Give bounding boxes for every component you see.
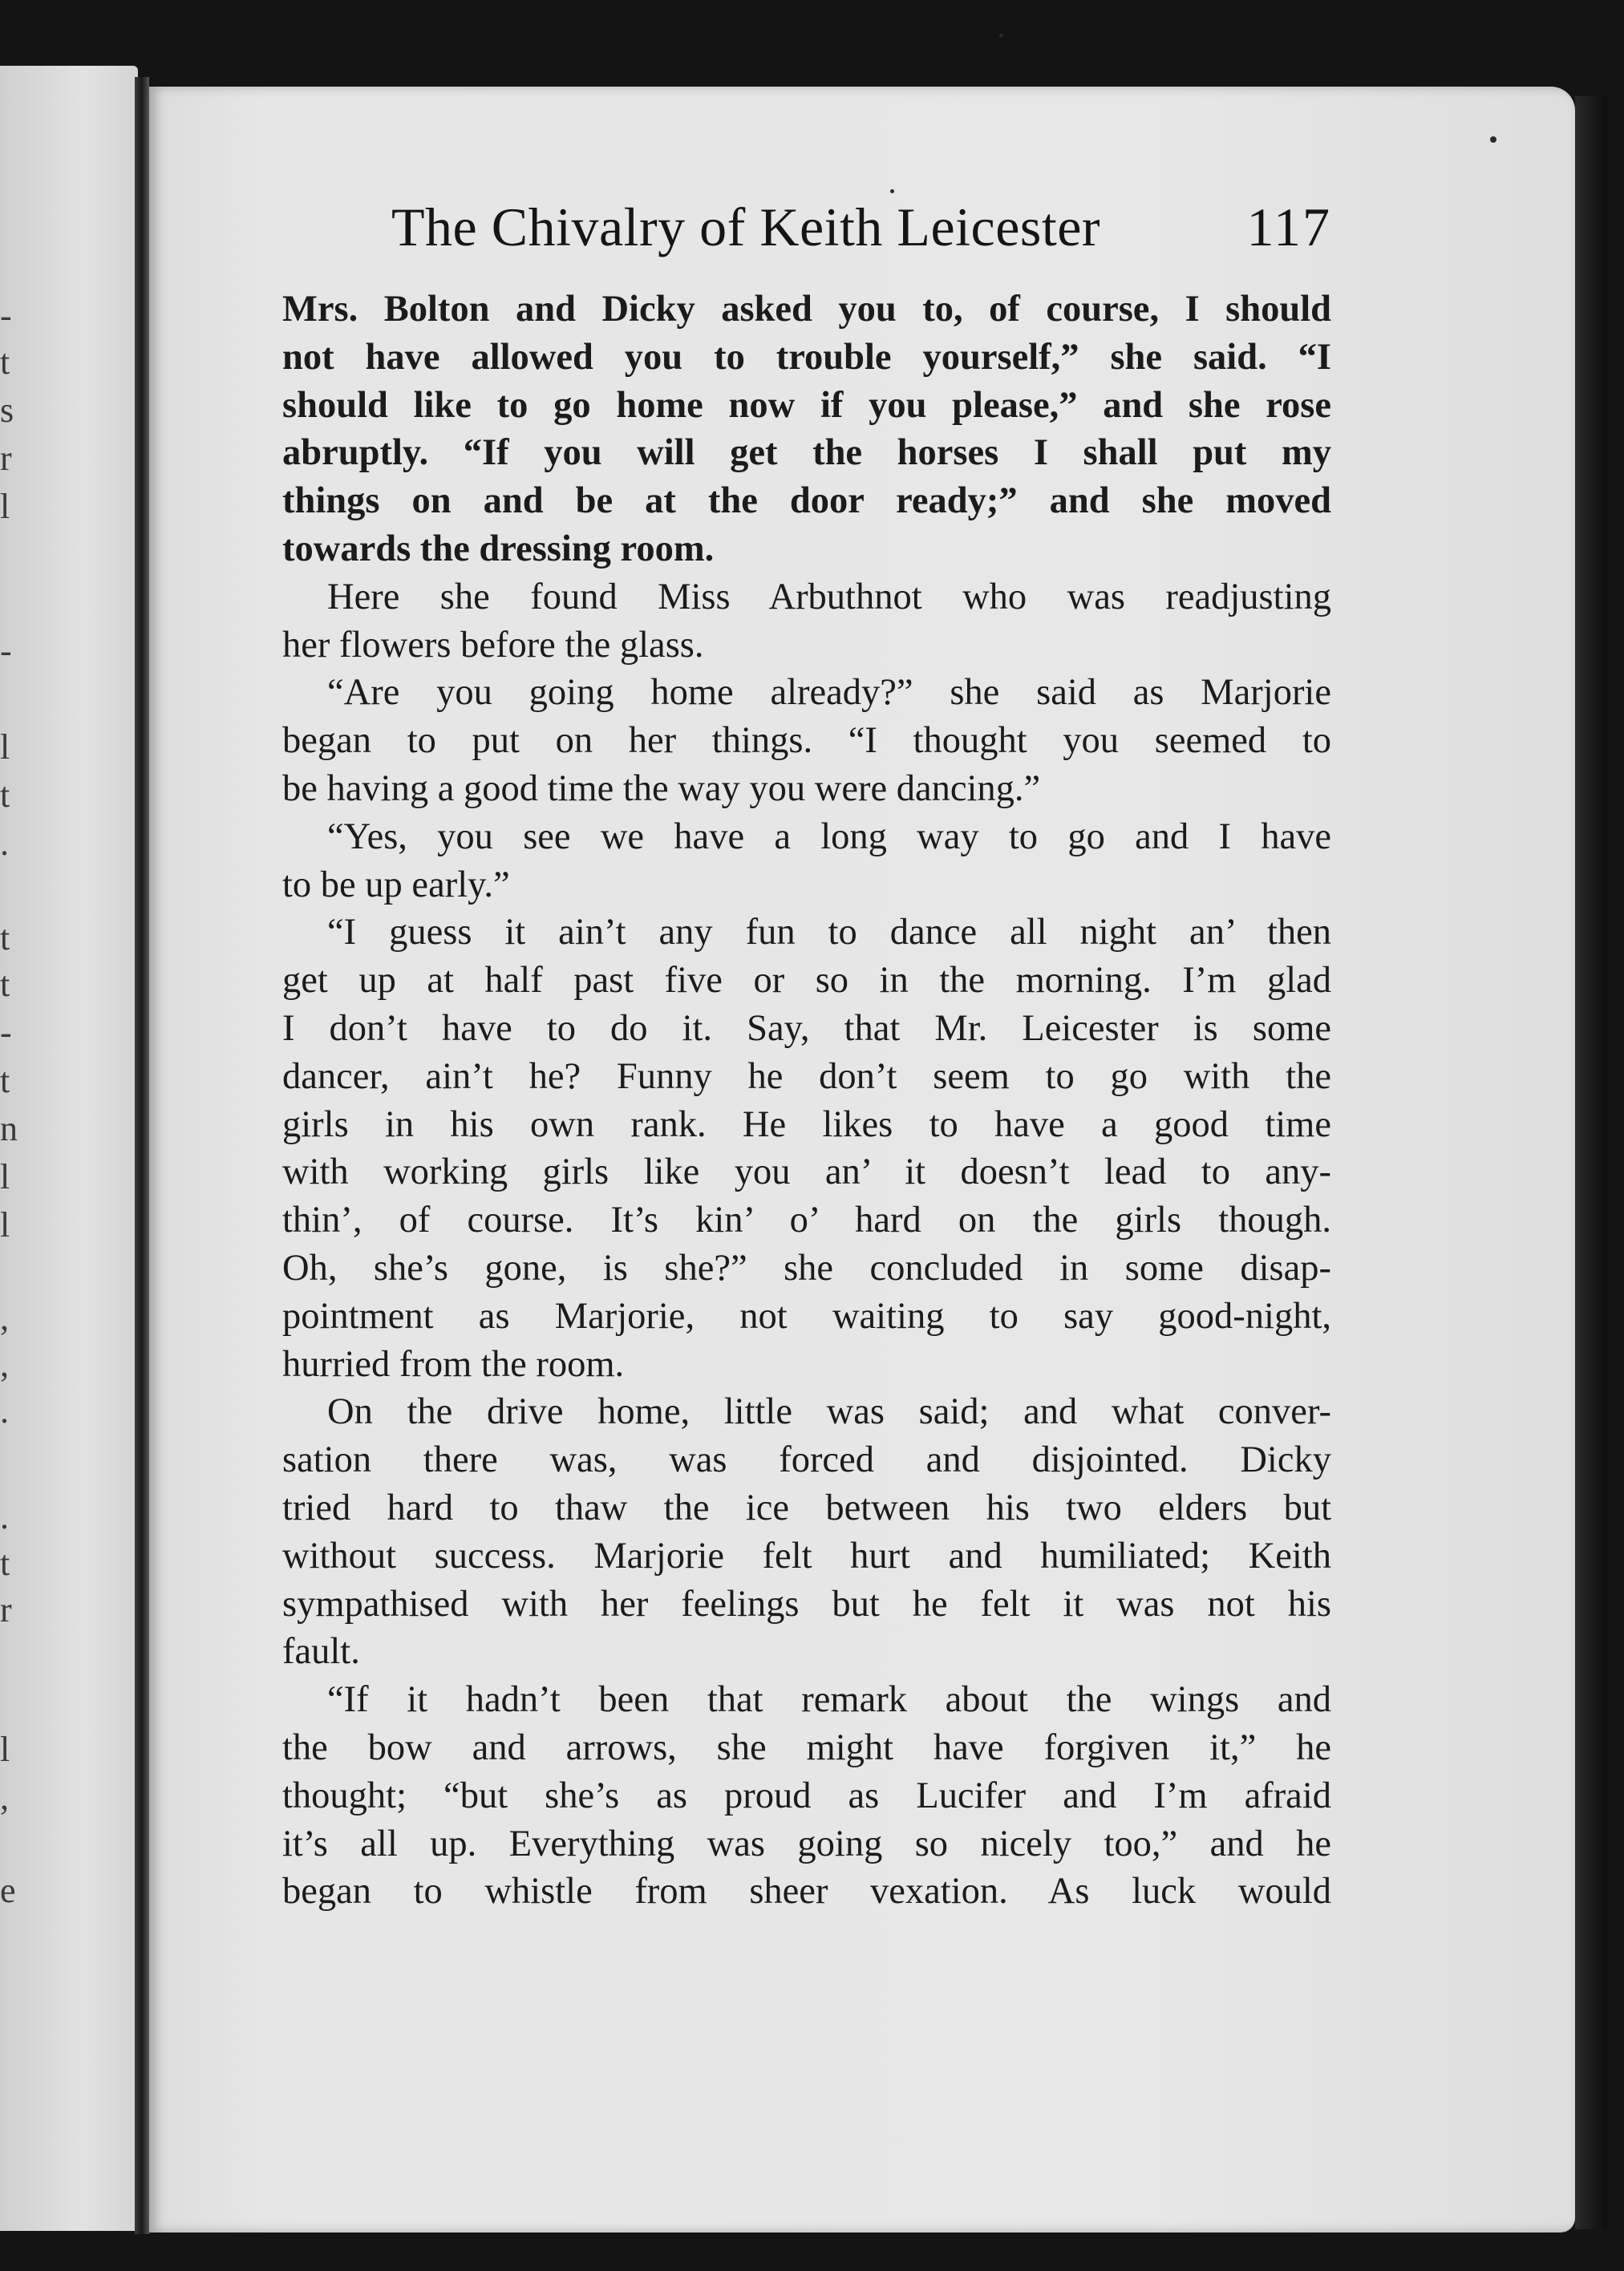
text-line: the bow and arrows, she might have forgiven it,” he — [282, 1727, 1331, 1768]
text-line: get up at half past five or so in the morning. I’m glad — [282, 960, 1331, 1002]
dust-speck — [890, 189, 894, 193]
cropped-char: , — [0, 1778, 9, 1817]
cropped-char: l — [0, 1205, 10, 1245]
text-line: things on and be at the door ready;” and she moved — [282, 480, 1331, 522]
text-line: sation there was, was forced and disjointed. Dicky — [282, 1439, 1331, 1481]
cropped-char: . — [0, 824, 9, 863]
text-line: Mrs. Bolton and Dicky asked you to, of course, I should — [282, 289, 1331, 330]
text-line: sympathised with her feelings but he felt it was not his — [282, 1583, 1331, 1625]
cropped-char: l — [0, 727, 10, 767]
cropped-char: . — [0, 1497, 9, 1536]
cropped-char: s — [0, 391, 14, 430]
cropped-char: - — [0, 631, 12, 670]
text-line: dancer, ain’t he? Funny he don’t seem to go with the — [282, 1055, 1331, 1097]
cropped-char: r — [0, 1590, 12, 1629]
text-line: not have allowed you to trouble yourself,” she said. “I — [282, 336, 1331, 378]
cropped-char: . — [0, 1391, 9, 1431]
text-line: girls in his own rank. He likes to have a good time — [282, 1103, 1331, 1145]
text-line: Oh, she’s gone, is she?” she concluded in some disap- — [282, 1247, 1331, 1289]
page-number: 117 — [1246, 196, 1331, 257]
text-line: thin’, of course. It’s kin’ o’ hard on the girls though. — [282, 1200, 1331, 1241]
cropped-char: t — [0, 1061, 10, 1100]
text-line: Here she found Miss Arbuthnot who was readjusting — [327, 576, 1331, 617]
text-line: pointment as Marjorie, not waiting to say good-night, — [282, 1295, 1331, 1337]
cropped-char: , — [0, 1298, 9, 1338]
text-line: I don’t have to do it. Say, that Mr. Leicester is some — [282, 1007, 1331, 1049]
text-line: her flowers before the glass. — [282, 624, 704, 666]
text-line: fault. — [282, 1631, 360, 1673]
running-title: The Chivalry of Keith Leicester — [391, 196, 1101, 257]
text-line: “Are you going home already?” she said as Marjorie — [327, 672, 1331, 714]
cropped-char: n — [0, 1109, 18, 1148]
cropped-char: , — [0, 1345, 9, 1384]
text-line: began to put on her things. “I thought you seemed to — [282, 720, 1331, 762]
text-line: towards the dressing room. — [282, 528, 715, 569]
dust-speck — [999, 34, 1003, 38]
text-line: “I guess it ain’t any fun to dance all night an’ then — [327, 912, 1331, 953]
text-line: be having a good time the way you were dancing.” — [282, 767, 1041, 809]
cropped-char: t — [0, 918, 10, 957]
cropped-char: e — [0, 1871, 16, 1910]
text-line: abruptly. “If you will get the horses I shall put my — [282, 432, 1331, 474]
cropped-char: t — [0, 1544, 10, 1583]
text-line: it’s all up. Everything was going so nicely too,” and he — [282, 1823, 1331, 1864]
dust-speck — [1490, 136, 1496, 143]
text-line: without success. Marjorie felt hurt and humiliated; Keith — [282, 1535, 1331, 1577]
cropped-char: l — [0, 1157, 10, 1196]
text-line: thought; “but she’s as proud as Lucifer and I’m afraid — [282, 1775, 1331, 1816]
cropped-char: l — [0, 1730, 10, 1769]
running-head — [391, 191, 1331, 263]
text-line: with working girls like you an’ it doesn’t lead to any- — [282, 1152, 1331, 1193]
text-line: should like to go home now if you please,” and she rose — [282, 384, 1331, 426]
cropped-char: - — [0, 296, 12, 335]
text-line: began to whistle from sheer vexation. As luck would — [282, 1871, 1331, 1913]
cropped-char: t — [0, 342, 10, 382]
page-edge-shadow — [1575, 96, 1607, 2229]
cropped-char: t — [0, 965, 10, 1004]
text-line: hurried from the room. — [282, 1343, 625, 1385]
book-gutter — [135, 77, 149, 2234]
cropped-char: r — [0, 439, 12, 478]
cropped-char: l — [0, 487, 10, 526]
text-line: tried hard to thaw the ice between his two elders but — [282, 1487, 1331, 1528]
body-text — [282, 285, 1331, 1916]
facing-page-edge — [0, 66, 138, 2231]
text-line: “Yes, you see we have a long way to go and I have — [327, 816, 1331, 857]
cropped-char: t — [0, 775, 10, 815]
text-line: “If it hadn’t been that remark about the wings and — [327, 1679, 1331, 1721]
text-line: On the drive home, little was said; and what conver- — [327, 1391, 1331, 1433]
cropped-char: - — [0, 1013, 12, 1052]
text-line: to be up early.” — [282, 864, 510, 905]
